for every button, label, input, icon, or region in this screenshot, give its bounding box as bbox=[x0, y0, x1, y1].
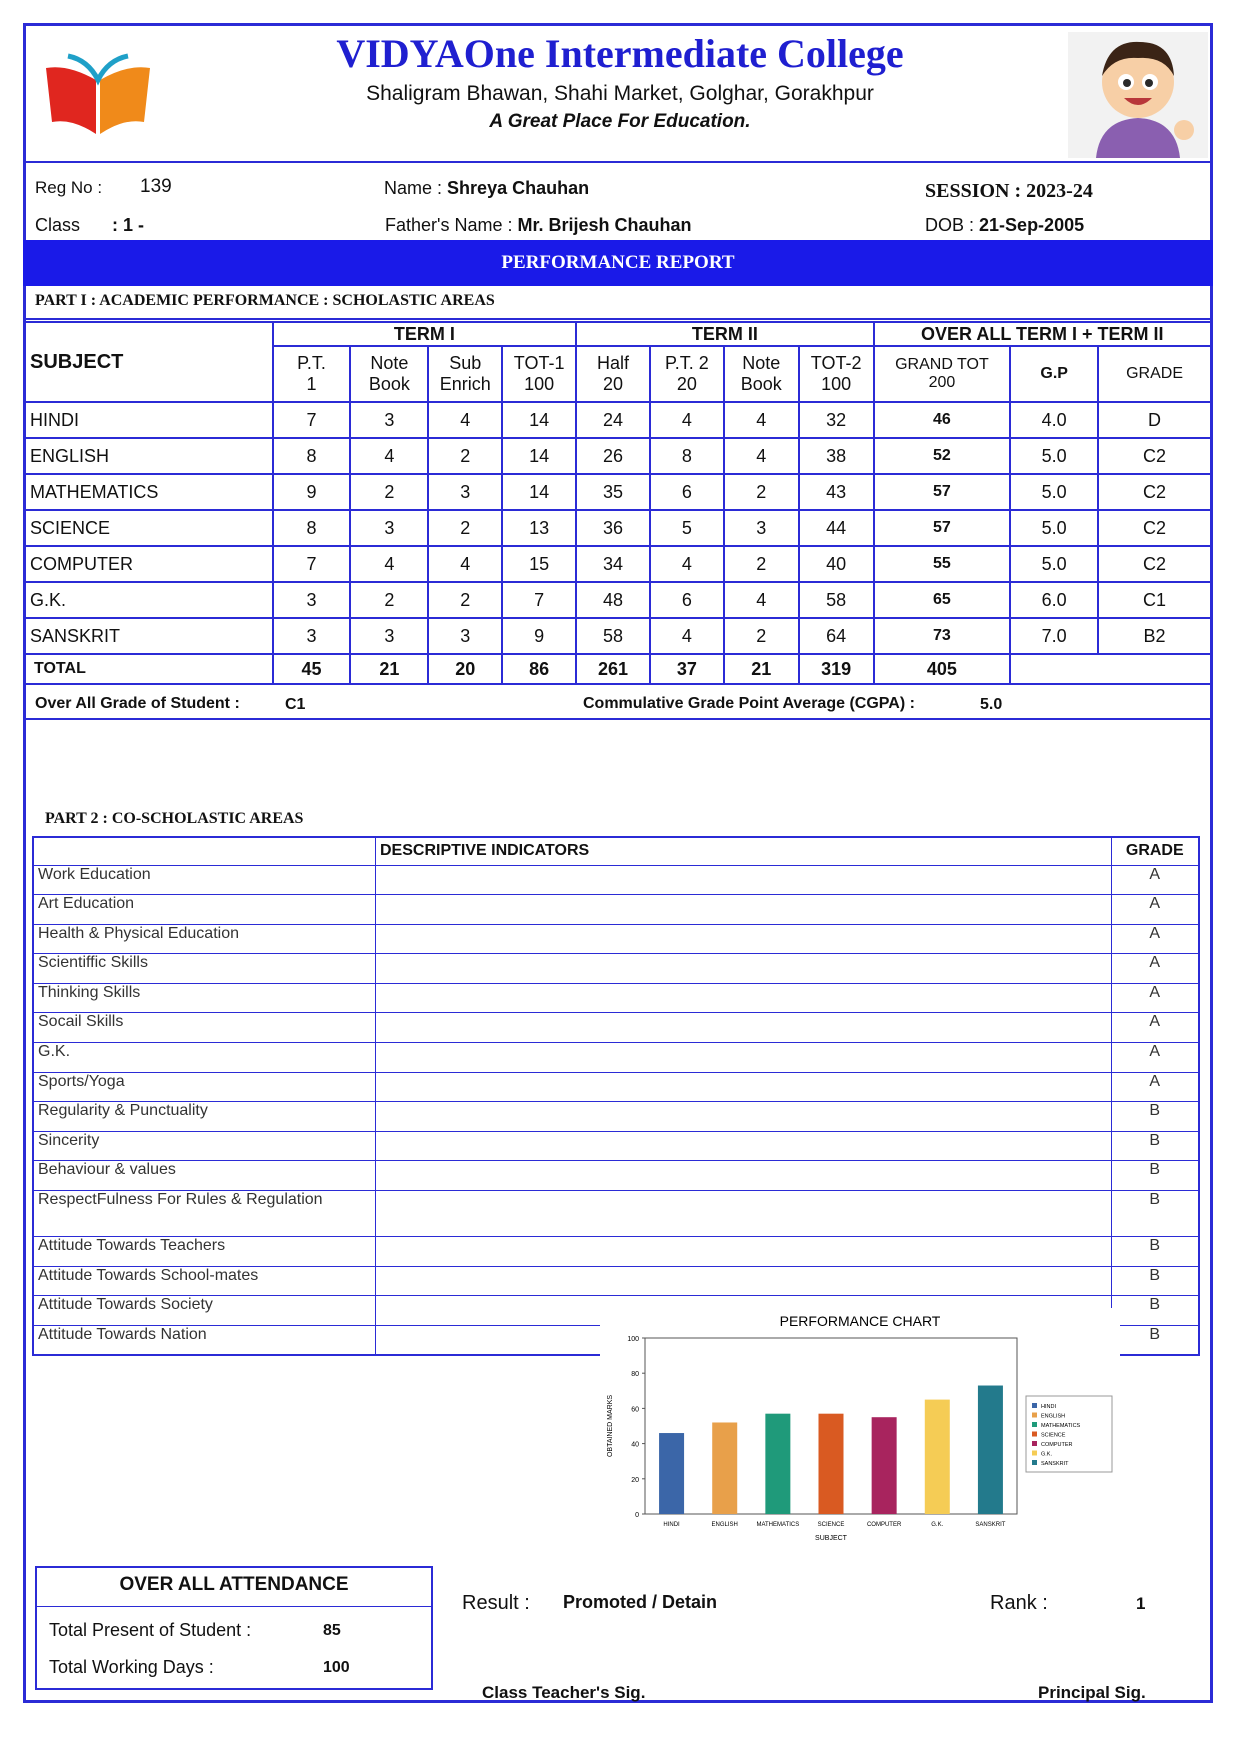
area-name: Attitude Towards Teachers bbox=[33, 1237, 375, 1267]
mark-cell: 4 bbox=[428, 546, 502, 582]
gp-header: G.P bbox=[1010, 346, 1098, 402]
total-cell: 37 bbox=[650, 654, 724, 684]
legend-box bbox=[1026, 1396, 1112, 1472]
class-label: Class bbox=[35, 215, 81, 235]
col-header: P.T. 2 20 bbox=[650, 346, 724, 402]
academic-table bbox=[24, 321, 1212, 685]
performance-chart-svg bbox=[600, 1308, 1120, 1554]
indicator-cell bbox=[375, 1191, 1111, 1237]
total-cell: 45 bbox=[273, 654, 351, 684]
subject-name: MATHEMATICS bbox=[25, 474, 273, 510]
grade-cell: B2 bbox=[1098, 618, 1211, 654]
working-value: 100 bbox=[323, 1659, 350, 1676]
x-tick-label: SCIENCE bbox=[817, 1522, 845, 1528]
bar-computer bbox=[872, 1417, 897, 1514]
area-name: Socail Skills bbox=[33, 1013, 375, 1043]
indicator-cell bbox=[375, 1266, 1111, 1296]
gp-cell: 5.0 bbox=[1010, 510, 1098, 546]
bar-sanskrit bbox=[978, 1386, 1003, 1514]
student-name: Shreya Chauhan bbox=[447, 178, 590, 198]
overall-header: OVER ALL TERM I + TERM II bbox=[874, 322, 1211, 346]
mark-cell: 2 bbox=[350, 582, 428, 618]
co-scholastic-row bbox=[33, 954, 1199, 984]
mark-cell: 36 bbox=[576, 510, 650, 546]
mark-cell: 3 bbox=[273, 582, 351, 618]
grand-total-cell: 46 bbox=[874, 402, 1011, 438]
co-grade-cell: B bbox=[1111, 1237, 1199, 1267]
principal-signature: Principal Sig. bbox=[1038, 1683, 1146, 1702]
mark-cell: 14 bbox=[502, 438, 576, 474]
mark-cell: 3 bbox=[724, 510, 799, 546]
father-name: Mr. Brijesh Chauhan bbox=[517, 215, 692, 235]
co-grade-cell: A bbox=[1111, 983, 1199, 1013]
attendance-box bbox=[35, 1566, 433, 1690]
mark-cell: 2 bbox=[724, 618, 799, 654]
grand-total-header: GRAND TOT 200 bbox=[874, 346, 1011, 402]
part1-divider bbox=[23, 318, 1213, 320]
co-scholastic-row bbox=[33, 1191, 1199, 1237]
mark-cell: 15 bbox=[502, 546, 576, 582]
y-tick-label: 0 bbox=[635, 1512, 639, 1519]
gp-cell: 5.0 bbox=[1010, 546, 1098, 582]
area-name: Regularity & Punctuality bbox=[33, 1102, 375, 1132]
area-name: Health & Physical Education bbox=[33, 924, 375, 954]
grand-total-cell: 52 bbox=[874, 438, 1011, 474]
cgpa-divider bbox=[23, 718, 1213, 720]
mark-cell: 3 bbox=[273, 618, 351, 654]
grand-total-cell: 405 bbox=[874, 654, 1011, 684]
subject-name: G.K. bbox=[25, 582, 273, 618]
student-name-field bbox=[384, 178, 589, 199]
mark-cell: 4 bbox=[428, 402, 502, 438]
reg-no: 139 bbox=[140, 176, 172, 197]
mark-cell: 13 bbox=[502, 510, 576, 546]
total-cell: 21 bbox=[724, 654, 799, 684]
co-grade-cell: B bbox=[1111, 1131, 1199, 1161]
area-name: Attitude Towards School-mates bbox=[33, 1266, 375, 1296]
father-name-field bbox=[385, 215, 692, 236]
total-cell: 261 bbox=[576, 654, 650, 684]
area-name: Attitude Towards Nation bbox=[33, 1325, 375, 1355]
mark-cell: 6 bbox=[650, 474, 724, 510]
legend-entry: MATHEMATICS bbox=[1041, 1423, 1081, 1429]
bar-english bbox=[712, 1422, 737, 1514]
header-divider bbox=[23, 161, 1213, 163]
y-tick-label: 60 bbox=[631, 1406, 639, 1414]
part1-title: PART I : ACADEMIC PERFORMANCE : SCHOLASTIC AREAS bbox=[35, 292, 495, 309]
co-scholastic-row bbox=[33, 983, 1199, 1013]
co-grade-cell: B bbox=[1111, 1266, 1199, 1296]
legend-entry: COMPUTER bbox=[1041, 1442, 1073, 1448]
indicator-cell bbox=[375, 1102, 1111, 1132]
subject-row bbox=[25, 402, 1211, 438]
overall-grade-label: Over All Grade of Student : bbox=[35, 695, 240, 712]
performance-report-banner: PERFORMANCE REPORT bbox=[23, 240, 1213, 286]
part2-title: PART 2 : CO-SCHOLASTIC AREAS bbox=[45, 810, 304, 827]
co-scholastic-row bbox=[33, 865, 1199, 895]
college-address: Shaligram Bhawan, Shahi Market, Golghar, Gorakhpur bbox=[366, 82, 874, 105]
co-grade-cell: A bbox=[1111, 1043, 1199, 1073]
bar-science bbox=[819, 1414, 844, 1514]
mark-cell: 4 bbox=[650, 402, 724, 438]
col-header: Sub Enrich bbox=[428, 346, 502, 402]
term1-header: TERM I bbox=[273, 322, 577, 346]
co-scholastic-row bbox=[33, 895, 1199, 925]
grade-cell: C2 bbox=[1098, 546, 1211, 582]
gp-cell: 5.0 bbox=[1010, 438, 1098, 474]
x-tick-label: ENGLISH bbox=[711, 1522, 738, 1528]
mark-cell: 4 bbox=[724, 438, 799, 474]
co-scholastic-row bbox=[33, 1043, 1199, 1073]
area-name: G.K. bbox=[33, 1043, 375, 1073]
indicator-cell bbox=[375, 954, 1111, 984]
subject-row bbox=[25, 582, 1211, 618]
grade-header: GRADE bbox=[1098, 346, 1211, 402]
co-scholastic-row bbox=[33, 1131, 1199, 1161]
mark-cell: 9 bbox=[502, 618, 576, 654]
present-value: 85 bbox=[323, 1622, 341, 1639]
y-tick-label: 40 bbox=[631, 1441, 639, 1449]
mark-cell: 14 bbox=[502, 474, 576, 510]
total-cell: 319 bbox=[799, 654, 874, 684]
term2-header: TERM II bbox=[576, 322, 873, 346]
co-scholastic-row bbox=[33, 1072, 1199, 1102]
dob-label: DOB : bbox=[925, 215, 975, 235]
co-grade-cell: A bbox=[1111, 865, 1199, 895]
col-header: TOT-1 100 bbox=[502, 346, 576, 402]
col-header: TOT-2 100 bbox=[799, 346, 874, 402]
mark-cell: 4 bbox=[350, 438, 428, 474]
indicator-cell bbox=[375, 895, 1111, 925]
area-name: Scientiffic Skills bbox=[33, 954, 375, 984]
mark-cell: 40 bbox=[799, 546, 874, 582]
mark-cell: 2 bbox=[428, 510, 502, 546]
legend-entry: ENGLISH bbox=[1041, 1413, 1066, 1420]
dob-value: 21-Sep-2005 bbox=[979, 215, 1085, 235]
subject-row bbox=[25, 510, 1211, 546]
mark-cell: 26 bbox=[576, 438, 650, 474]
totals-row bbox=[25, 654, 1211, 684]
mark-cell: 58 bbox=[576, 618, 650, 654]
legend-swatch bbox=[1032, 1441, 1037, 1446]
co-grade-cell: A bbox=[1111, 1072, 1199, 1102]
session-field bbox=[925, 180, 1093, 203]
co-grade-cell: A bbox=[1111, 895, 1199, 925]
co-grade-header: GRADE bbox=[1111, 837, 1199, 865]
area-name: Art Education bbox=[33, 895, 375, 925]
grade-cell: C2 bbox=[1098, 438, 1211, 474]
area-header bbox=[33, 837, 375, 865]
indicator-cell bbox=[375, 1072, 1111, 1102]
indicator-cell bbox=[375, 1013, 1111, 1043]
overall-grade-value: C1 bbox=[285, 696, 306, 713]
mark-cell: 7 bbox=[273, 546, 351, 582]
indicator-cell bbox=[375, 983, 1111, 1013]
area-name: RespectFulness For Rules & Regulation bbox=[33, 1191, 375, 1237]
co-grade-cell: B bbox=[1111, 1296, 1199, 1326]
x-axis-label: SUBJECT bbox=[815, 1535, 847, 1542]
mark-cell: 3 bbox=[428, 474, 502, 510]
co-grade-cell: B bbox=[1111, 1325, 1199, 1355]
session-label: SESSION : bbox=[925, 180, 1022, 202]
result-label: Result : bbox=[462, 1592, 530, 1614]
present-label: Total Present of Student : bbox=[49, 1620, 252, 1640]
indicator-cell bbox=[375, 865, 1111, 895]
college-name: VIDYAOne Intermediate College bbox=[336, 31, 904, 76]
co-grade-cell: B bbox=[1111, 1102, 1199, 1132]
area-name: Behaviour & values bbox=[33, 1161, 375, 1191]
cgpa-label: Commulative Grade Point Average (CGPA) : bbox=[583, 695, 915, 712]
x-tick-label: COMPUTER bbox=[866, 1522, 902, 1528]
legend-swatch bbox=[1032, 1403, 1037, 1408]
indicator-cell bbox=[375, 1131, 1111, 1161]
mark-cell: 43 bbox=[799, 474, 874, 510]
y-tick-label: 80 bbox=[631, 1371, 639, 1379]
chart-title: PERFORMANCE CHART bbox=[779, 1313, 941, 1329]
grand-total-cell: 65 bbox=[874, 582, 1011, 618]
mark-cell: 2 bbox=[724, 474, 799, 510]
x-tick-label: SANSKRIT bbox=[975, 1522, 1006, 1528]
co-scholastic-row bbox=[33, 1161, 1199, 1191]
mark-cell: 2 bbox=[350, 474, 428, 510]
attendance-divider bbox=[37, 1606, 431, 1607]
mark-cell: 7 bbox=[502, 582, 576, 618]
descriptive-indicators-header: DESCRIPTIVE INDICATORS bbox=[375, 837, 1111, 865]
subject-row bbox=[25, 438, 1211, 474]
mark-cell: 8 bbox=[273, 510, 351, 546]
indicator-cell bbox=[375, 1043, 1111, 1073]
y-tick-label: 100 bbox=[627, 1336, 639, 1343]
co-grade-cell: B bbox=[1111, 1161, 1199, 1191]
mark-cell: 9 bbox=[273, 474, 351, 510]
mark-cell: 4 bbox=[650, 546, 724, 582]
grand-total-cell: 57 bbox=[874, 510, 1011, 546]
area-name: Sports/Yoga bbox=[33, 1072, 375, 1102]
legend-swatch bbox=[1032, 1432, 1037, 1437]
co-scholastic-row bbox=[33, 1237, 1199, 1267]
x-tick-label: HINDI bbox=[663, 1522, 680, 1528]
grand-total-cell: 73 bbox=[874, 618, 1011, 654]
mark-cell: 4 bbox=[350, 546, 428, 582]
mark-cell: 35 bbox=[576, 474, 650, 510]
mark-cell: 4 bbox=[724, 402, 799, 438]
total-label: TOTAL bbox=[25, 654, 273, 684]
co-grade-cell: A bbox=[1111, 1013, 1199, 1043]
empty-cell bbox=[1010, 654, 1211, 684]
co-scholastic-row bbox=[33, 1102, 1199, 1132]
mark-cell: 3 bbox=[350, 402, 428, 438]
legend-entry: G.K. bbox=[1041, 1451, 1053, 1458]
legend-entry: HINDI bbox=[1041, 1404, 1056, 1410]
co-grade-cell: A bbox=[1111, 954, 1199, 984]
bar-hindi bbox=[659, 1433, 684, 1514]
performance-chart bbox=[600, 1308, 1120, 1554]
mark-cell: 4 bbox=[724, 582, 799, 618]
indicator-cell bbox=[375, 1237, 1111, 1267]
grade-cell: C1 bbox=[1098, 582, 1211, 618]
gp-cell: 4.0 bbox=[1010, 402, 1098, 438]
col-header: Note Book bbox=[350, 346, 428, 402]
mark-cell: 3 bbox=[350, 510, 428, 546]
reg-label: Reg No : bbox=[35, 178, 103, 197]
indicator-cell bbox=[375, 1161, 1111, 1191]
mark-cell: 7 bbox=[273, 402, 351, 438]
father-label: Father's Name : bbox=[385, 215, 513, 235]
subject-header: SUBJECT bbox=[25, 322, 273, 402]
mark-cell: 64 bbox=[799, 618, 874, 654]
mark-cell: 8 bbox=[650, 438, 724, 474]
mark-cell: 38 bbox=[799, 438, 874, 474]
mark-cell: 2 bbox=[428, 438, 502, 474]
mark-cell: 6 bbox=[650, 582, 724, 618]
working-label: Total Working Days : bbox=[49, 1657, 214, 1677]
mark-cell: 3 bbox=[428, 618, 502, 654]
subject-row bbox=[25, 618, 1211, 654]
gp-cell: 6.0 bbox=[1010, 582, 1098, 618]
area-name: Attitude Towards Society bbox=[33, 1296, 375, 1326]
col-header: Half 20 bbox=[576, 346, 650, 402]
grade-cell: C2 bbox=[1098, 510, 1211, 546]
total-cell: 20 bbox=[428, 654, 502, 684]
subject-name: SCIENCE bbox=[25, 510, 273, 546]
subject-name: COMPUTER bbox=[25, 546, 273, 582]
area-name: Sincerity bbox=[33, 1131, 375, 1161]
mark-cell: 3 bbox=[350, 618, 428, 654]
subject-name: HINDI bbox=[25, 402, 273, 438]
gp-cell: 5.0 bbox=[1010, 474, 1098, 510]
mark-cell: 48 bbox=[576, 582, 650, 618]
bar-mathematics bbox=[765, 1414, 790, 1514]
co-scholastic-row bbox=[33, 1266, 1199, 1296]
legend-entry: SANSKRIT bbox=[1041, 1461, 1069, 1467]
mark-cell: 5 bbox=[650, 510, 724, 546]
legend-swatch bbox=[1032, 1413, 1037, 1418]
mark-cell: 2 bbox=[724, 546, 799, 582]
area-name: Work Education bbox=[33, 865, 375, 895]
mark-cell: 8 bbox=[273, 438, 351, 474]
name-label: Name : bbox=[384, 178, 443, 198]
rank-value: 1 bbox=[1136, 1594, 1146, 1613]
subject-name: SANSKRIT bbox=[25, 618, 273, 654]
mark-cell: 34 bbox=[576, 546, 650, 582]
legend-swatch bbox=[1032, 1460, 1037, 1465]
area-name: Thinking Skills bbox=[33, 983, 375, 1013]
col-header: P.T. 1 bbox=[273, 346, 351, 402]
total-cell: 86 bbox=[502, 654, 576, 684]
bar-gk bbox=[925, 1400, 950, 1514]
x-tick-label: MATHEMATICS bbox=[756, 1522, 800, 1528]
session-value: 2023-24 bbox=[1026, 180, 1093, 202]
mark-cell: 14 bbox=[502, 402, 576, 438]
co-scholastic-row bbox=[33, 1013, 1199, 1043]
grade-cell: C2 bbox=[1098, 474, 1211, 510]
grade-cell: D bbox=[1098, 402, 1211, 438]
mark-cell: 24 bbox=[576, 402, 650, 438]
attendance-title: OVER ALL ATTENDANCE bbox=[119, 1574, 349, 1595]
legend-swatch bbox=[1032, 1451, 1037, 1456]
dob-field bbox=[925, 215, 1084, 236]
total-cell: 21 bbox=[350, 654, 428, 684]
mark-cell: 44 bbox=[799, 510, 874, 546]
result-value: Promoted / Detain bbox=[563, 1592, 718, 1612]
legend-entry: SCIENCE bbox=[1041, 1432, 1066, 1439]
legend-swatch bbox=[1032, 1422, 1037, 1427]
class-teacher-signature: Class Teacher's Sig. bbox=[482, 1683, 646, 1702]
col-header: Note Book bbox=[724, 346, 799, 402]
subject-name: ENGLISH bbox=[25, 438, 273, 474]
grand-total-cell: 57 bbox=[874, 474, 1011, 510]
mark-cell: 58 bbox=[799, 582, 874, 618]
co-scholastic-table bbox=[32, 836, 1200, 1356]
rank-label: Rank : bbox=[990, 1592, 1048, 1614]
mark-cell: 4 bbox=[650, 618, 724, 654]
gp-cell: 7.0 bbox=[1010, 618, 1098, 654]
y-axis-label: OBTAINED MARKS bbox=[607, 1394, 614, 1458]
co-grade-cell: B bbox=[1111, 1191, 1199, 1237]
grand-total-cell: 55 bbox=[874, 546, 1011, 582]
mark-cell: 32 bbox=[799, 402, 874, 438]
subject-row bbox=[25, 546, 1211, 582]
cgpa-value: 5.0 bbox=[980, 696, 1003, 713]
indicator-cell bbox=[375, 924, 1111, 954]
class-value: : 1 - bbox=[112, 215, 145, 235]
subject-row bbox=[25, 474, 1211, 510]
x-tick-label: G.K. bbox=[931, 1522, 944, 1528]
co-scholastic-row bbox=[33, 924, 1199, 954]
college-tagline: A Great Place For Education. bbox=[489, 111, 751, 132]
y-tick-label: 20 bbox=[631, 1476, 639, 1484]
mark-cell: 2 bbox=[428, 582, 502, 618]
co-grade-cell: A bbox=[1111, 924, 1199, 954]
